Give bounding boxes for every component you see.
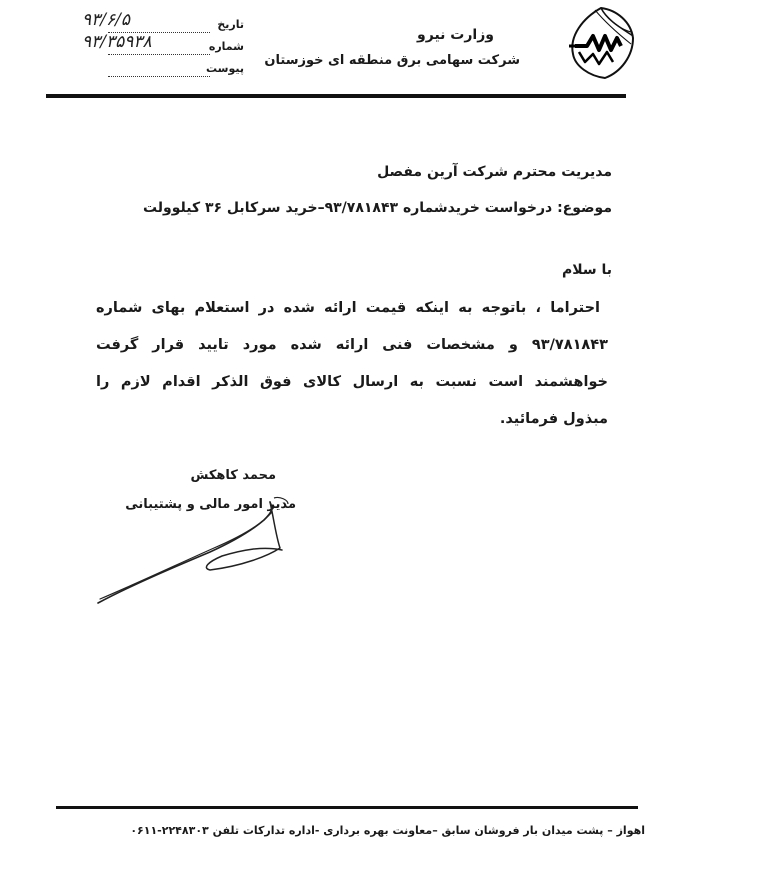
signer-title: مدیر امور مالی و پشتیبانی: [125, 497, 296, 512]
recipient-line: مدیریت محترم شرکت آرین مفصل: [377, 164, 612, 180]
handwritten-signature-icon: [92, 490, 292, 610]
meta-number-row: [68, 32, 244, 60]
body-line: احتراما ، باتوجه به اینکه قیمت ارائه شده در استعلام بهای شماره: [96, 300, 600, 316]
date-label: تاریخ: [217, 18, 244, 31]
header-divider: [46, 94, 626, 98]
attachment-label: پیوست: [206, 62, 244, 75]
number-line: [108, 54, 210, 55]
body-line: ۹۳/۷۸۱۸۴۳ و مشخصات فنی ارائه شده مورد تایید قرار گرفت: [96, 337, 608, 353]
signer-name: محمد کاهکش: [190, 468, 276, 483]
body-line: خواهشمند است نسبت به ارسال کالای فوق الذکر اقدام لازم را: [96, 374, 608, 390]
footer-address: اهواز – پشت میدان بار فروشان سابق –معاونت بهره برداری -اداره تدارکات تلفن ۲۲۴۸۳۰۳-۰۶۱۱: [130, 824, 645, 837]
greeting-line: با سلام: [561, 262, 612, 278]
organization-header: [264, 24, 520, 72]
footer-divider: [56, 806, 638, 809]
ministry-name: وزارت نیرو: [417, 27, 494, 43]
attachment-line: [108, 76, 210, 77]
letter-body: [92, 160, 612, 438]
date-value: ۹۳/۶/۵: [82, 10, 130, 30]
company-logo-icon: [565, 6, 637, 80]
body-line: مبذول فرمائید.: [499, 411, 608, 427]
subject-line: موضوع: درخواست خریدشماره ۹۳/۷۸۱۸۴۳–خرید سرکابل ۳۶ کیلوولت: [142, 200, 612, 216]
number-label: شماره: [208, 40, 244, 53]
number-value: ۹۳/۳۵۹۳۸: [82, 32, 152, 52]
company-name: شرکت سهامی برق منطقه ای خوزستان: [264, 53, 520, 68]
letter-meta: [68, 10, 244, 82]
meta-attachment-row: [68, 60, 244, 82]
body-paragraph: [92, 290, 612, 438]
